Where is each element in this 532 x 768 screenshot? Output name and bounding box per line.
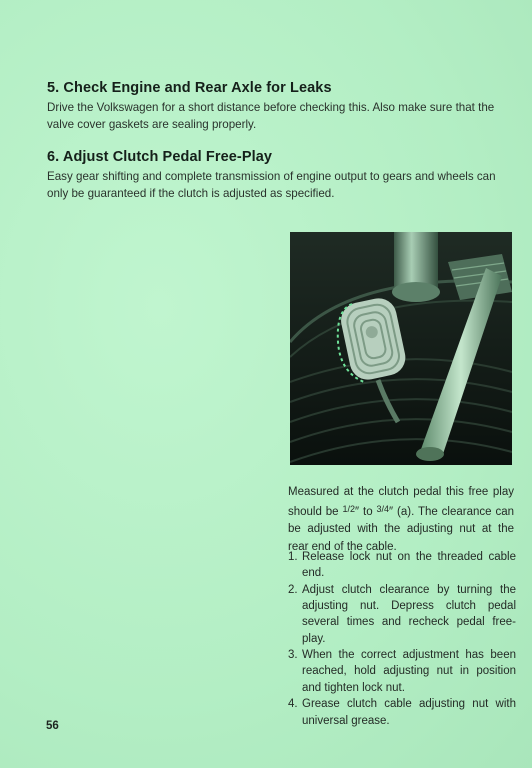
list-item bbox=[288, 582, 516, 647]
section-5-heading: 5. Check Engine and Rear Axle for Leaks bbox=[47, 80, 332, 96]
section-5-body: Drive the Volkswagen for a short distance before checking this. Also make sure that the valve cover gaskets are sealing properly. bbox=[47, 101, 495, 131]
frac1-den: 2 bbox=[350, 504, 356, 515]
step-number: 4. bbox=[288, 698, 298, 711]
caption-text-1: Measured at the clutch pedal this free play should be bbox=[288, 486, 514, 519]
frac2-den: 4 bbox=[384, 504, 390, 515]
caption-text-2: ″ (a). The clearance can be adjusted with the adjusting nut at the rear end of the cable. bbox=[288, 506, 514, 553]
frac2-num: 3 bbox=[376, 504, 382, 515]
list-item bbox=[288, 696, 516, 728]
section-6-body: Easy gear shifting and complete transmission of engine output to gears and wheels can only be guaranteed if the clutch is adjusted as specified. bbox=[47, 170, 496, 200]
fraction-three-quarters: 3/4 bbox=[376, 504, 390, 515]
list-item bbox=[288, 647, 516, 696]
section-6-heading: 6. Adjust Clutch Pedal Free-Play bbox=[47, 149, 273, 165]
adjustment-steps-list bbox=[288, 549, 516, 729]
list-item bbox=[288, 549, 516, 581]
step-number: 1. bbox=[288, 551, 298, 563]
fraction-half: 1/2 bbox=[342, 504, 356, 515]
step-text: Adjust clutch clearance by turning the adjusting nut. Depress clutch pedal several times and recheck pedal free-play. bbox=[302, 583, 516, 645]
step-text: When the correct adjustment has been reached, hold adjusting nut in position and tighten lock nut. bbox=[302, 649, 516, 694]
clutch-pedal-illustration bbox=[290, 232, 512, 465]
frac1-num: 1 bbox=[342, 504, 348, 515]
step-number: 3. bbox=[288, 649, 298, 662]
page-number: 56 bbox=[46, 720, 59, 732]
free-play-caption bbox=[288, 484, 514, 556]
step-text: Release lock nut on the threaded cable end. bbox=[302, 551, 516, 580]
caption-text-between: ″ to bbox=[355, 506, 377, 519]
clutch-pedal-photo bbox=[290, 232, 512, 465]
step-text: Grease clutch cable adjusting nut with universal grease. bbox=[302, 698, 516, 727]
step-number: 2. bbox=[288, 583, 298, 596]
